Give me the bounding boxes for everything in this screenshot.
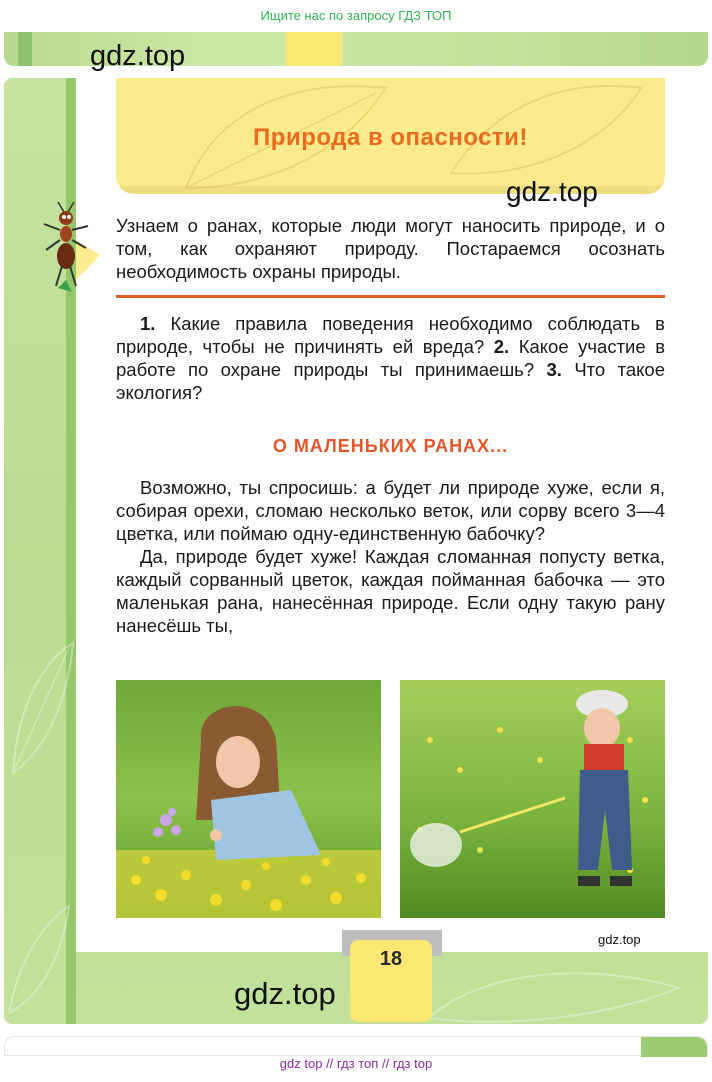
watermark: gdz.top (90, 40, 186, 72)
next-page-corner (641, 1037, 707, 1057)
question-number: 1. (140, 313, 156, 334)
question-text: Какое участие в работе по охране природы ты принимаешь? (116, 336, 666, 380)
leaf-decoration-icon (424, 958, 684, 1024)
lesson-intro (116, 214, 665, 283)
paragraph: Да, природе будет хуже! Каждая сломанная попусту ветка, каждый сорванный цветок, каждая пойманная бабочка — это маленькая рана, нанесённая природе. Если одну такую рану нанесёшь ты, (116, 546, 665, 636)
search-hint-link[interactable]: Ищите нас по запросу ГДЗ ТОП (260, 8, 452, 23)
watermark: gdz.top (234, 976, 336, 1011)
footer-separator: // (381, 1056, 390, 1071)
question-text: Какие правила поведения необходимо соблюдать в природе, чтобы не причинять ей вреда? (116, 313, 666, 357)
body-text (116, 476, 665, 637)
question-text: Что такое экология? (116, 359, 666, 403)
question-number: 3. (546, 359, 562, 380)
leaf-decoration-icon (4, 898, 74, 1018)
watermark: gdz.top (506, 176, 598, 207)
footer-link[interactable]: gdz top (279, 1056, 323, 1071)
ant-mascot-icon (36, 200, 100, 300)
next-page-edge (4, 1036, 708, 1056)
photo-girl-picking-flowers (116, 680, 381, 918)
strip-spine (18, 32, 32, 66)
leaf-decoration-icon (8, 638, 78, 778)
photo-boy-with-butterfly-net (400, 680, 665, 918)
section-heading: О МАЛЕНЬКИХ РАНАХ... (272, 436, 509, 456)
watermark: gdz.top (598, 932, 641, 947)
paragraph: Возможно, ты спросишь: а будет ли природе хуже, если я, собирая орехи, сломаю несколько веток, или сорву всего 3—4 цветка, или поймаю одну-единственную бабочку? (116, 477, 665, 544)
strip-tab (286, 32, 342, 66)
section-divider (116, 295, 665, 298)
footer-links (0, 1056, 712, 1076)
question-number: 2. (493, 336, 510, 357)
questions-block (116, 312, 665, 404)
footer-link[interactable]: гдз top (392, 1056, 433, 1071)
intro-text: Узнаем о ранах, которые люди могут наносить природе, и о том, как охраняют природу. Постараемся осознать необходимость охраны природы. (116, 215, 665, 282)
page-number: 18 (350, 940, 432, 1022)
footer-separator: // (326, 1056, 334, 1071)
footer-link[interactable]: гдз топ (336, 1056, 379, 1071)
lesson-title: Природа в опасности! (253, 124, 528, 151)
